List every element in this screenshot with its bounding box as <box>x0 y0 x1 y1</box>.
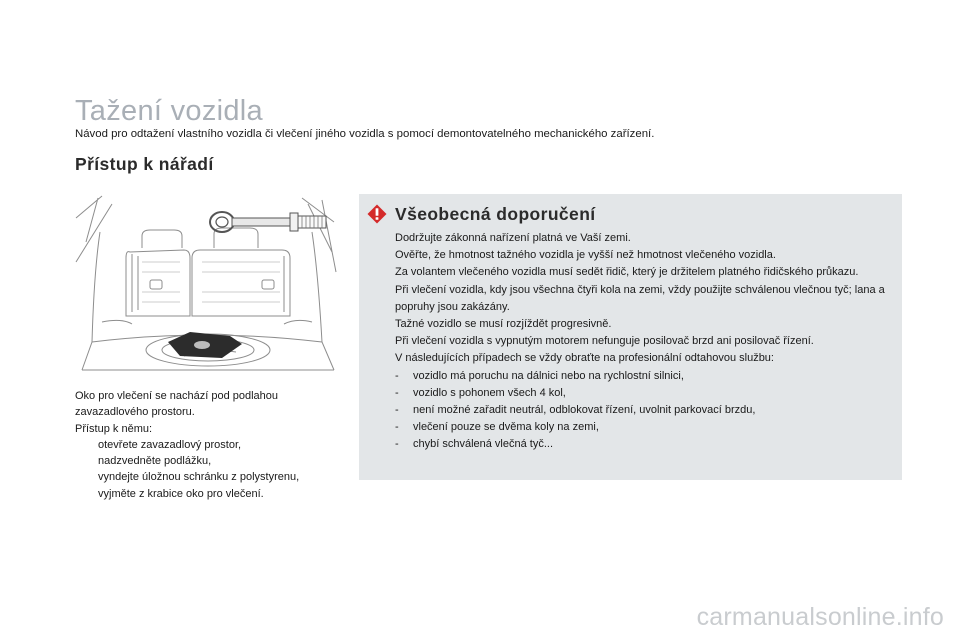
warning-icon <box>367 204 387 224</box>
access-instructions <box>75 388 340 502</box>
list-item: vyjměte z krabice oko pro vlečení. <box>98 487 264 500</box>
list-item: - vozidlo má poruchu na dálnici nebo na rychlostní silnici, <box>395 369 684 382</box>
list-item: otevřete zavazadlový prostor, <box>98 438 242 451</box>
panel-title: Všeobecná doporučení <box>395 204 596 224</box>
list-item: nadzvedněte podlážku, <box>98 455 212 468</box>
watermark: carmanualsonline.info <box>696 603 944 631</box>
access-label: Přístup k němu: <box>75 422 153 435</box>
list-item: - vozidlo s pohonem všech 4 kol, <box>395 386 566 399</box>
paragraph: Tažné vozidlo se musí rozjíždět progresivně. <box>395 318 612 331</box>
panel-body <box>395 230 887 454</box>
list-item: - chybí schválená vlečná tyč... <box>395 438 554 451</box>
general-recommendations-panel <box>359 194 902 480</box>
towing-eye-location: Oko pro vlečení se nachází pod podlahou zavazadlového prostoru. <box>75 390 279 419</box>
list-item: vyndejte úložnou schránku z polystyrenu, <box>98 471 300 484</box>
paragraph: Za volantem vlečeného vozidla musí sedět řidič, který je držitelem platného řidičského průkazu. <box>395 266 859 279</box>
page-title: Tažení vozidla <box>75 95 263 127</box>
access-steps <box>75 437 340 502</box>
trunk-towing-eye-illustration <box>72 192 338 374</box>
paragraph: Ověřte, že hmotnost tažného vozidla je vyšší než hmotnost vlečeného vozidla. <box>395 249 776 262</box>
page-subtitle: Návod pro odtažení vlastního vozidla či vlečení jiného vozidla s pomocí demontovatelného mechanického zařízení. <box>75 128 655 140</box>
paragraph: Dodržujte zákonná nařízení platná ve Vaší zemi. <box>395 232 631 244</box>
list-item: - vlečení pouze se dvěma koly na zemi, <box>395 421 599 434</box>
section-title: Přístup k nářadí <box>75 154 214 174</box>
paragraph: Při vlečení vozidla s vypnutým motorem nefunguje posilovač brzd ani posilovač řízení. <box>395 335 814 348</box>
paragraph: V následujících případech se vždy obraťte na profesionální odtahovou službu: <box>395 352 774 365</box>
list-item: - není možné zařadit neutrál, odblokovat řízení, uvolnit parkovací brzdu, <box>395 404 756 417</box>
paragraph: Při vlečení vozidla, kdy jsou všechna čtyři kola na zemi, vždy použijte schválenou vlečnou tyč; lana a popruhy jsou zakázány. <box>395 283 885 313</box>
professional-service-cases <box>395 368 887 454</box>
